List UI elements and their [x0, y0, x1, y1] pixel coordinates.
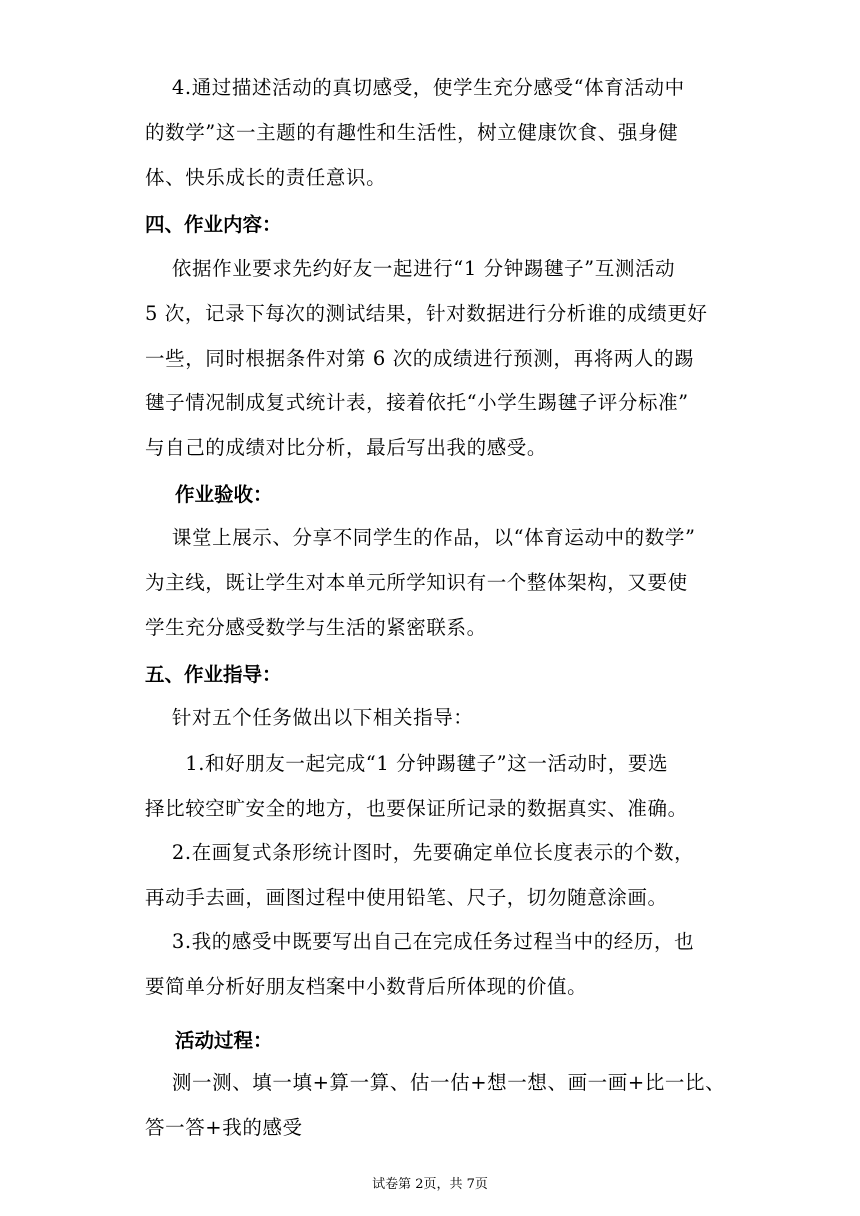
section-heading-guidance: 五、作业指导： — [145, 663, 282, 686]
text-line: 为主线，既让学生对本单元所学知识有一个整体架构，又要使 — [145, 570, 688, 594]
text-line: 1.和好朋友一起完成“1 分钟踢毽子”这一活动时，要选 — [145, 752, 669, 775]
text-line: 课堂上展示、分享不同学生的作品，以“体育运动中的数学” — [145, 526, 696, 549]
section-heading-content: 四、作业内容： — [145, 213, 282, 236]
paragraph-goal-4 — [145, 66, 720, 200]
paragraph-process — [145, 1061, 726, 1151]
text-line: 学生充分感受数学与生活的紧密联系。 — [145, 615, 487, 639]
text-line: 要简单分析好朋友档案中小数背后所体现的价值。 — [145, 974, 588, 998]
text-line: 一些，同时根据条件对第 6 次的成绩进行预测，再将两人的踢 — [145, 346, 695, 370]
text-line: 测一测、填一填+算一算、估一估+想一想、画一画+比一比、 — [145, 1071, 726, 1094]
subheading-acceptance: 作业验收： — [175, 483, 273, 506]
text-line: 毽子情况制成复式统计表，接着依托“小学生踢毽子评分标准” — [145, 391, 689, 415]
text-line: 体、快乐成长的责任意识。 — [145, 165, 387, 189]
page-footer: 试卷第 2页，共 7页 — [372, 1177, 488, 1192]
paragraph-acceptance — [145, 516, 720, 650]
paragraph-guide-2 — [145, 831, 720, 921]
text-line: 择比较空旷安全的地方，也要保证所记录的数据真实、准确。 — [145, 796, 688, 820]
text-line: 答一答+我的感受 — [145, 1115, 303, 1139]
text-line: 针对五个任务做出以下相关指导： — [145, 706, 474, 729]
text-line: 与自己的成绩对比分析，最后写出我的感受。 — [145, 436, 548, 460]
text-line: 3.我的感受中既要写出自己在完成任务过程当中的经历，也 — [145, 930, 695, 953]
text-line: 的数学”这一主题的有趣性和生活性，树立健康饮食、强身健 — [145, 120, 679, 144]
paragraph-guide-1 — [145, 742, 720, 832]
text-line: 再动手去画，画图过程中使用铅笔、尺子，切勿随意涂画。 — [145, 885, 668, 909]
text-line: 2.在画复式条形统计图时，先要确定单位长度表示的个数， — [145, 841, 695, 864]
paragraph-guide-intro — [145, 696, 720, 741]
text-line: 4.通过描述活动的真切感受，使学生充分感受“体育活动中 — [145, 76, 685, 99]
text-line: 5 次，记录下每次的测试结果，针对数据进行分析谁的成绩更好 — [145, 301, 708, 325]
text-line: 依据作业要求先约好友一起进行“1 分钟踢毽子”互测活动 — [145, 257, 676, 280]
paragraph-guide-3 — [145, 920, 720, 1010]
paragraph-assignment-content — [145, 247, 720, 471]
subheading-process: 活动过程： — [175, 1029, 273, 1052]
